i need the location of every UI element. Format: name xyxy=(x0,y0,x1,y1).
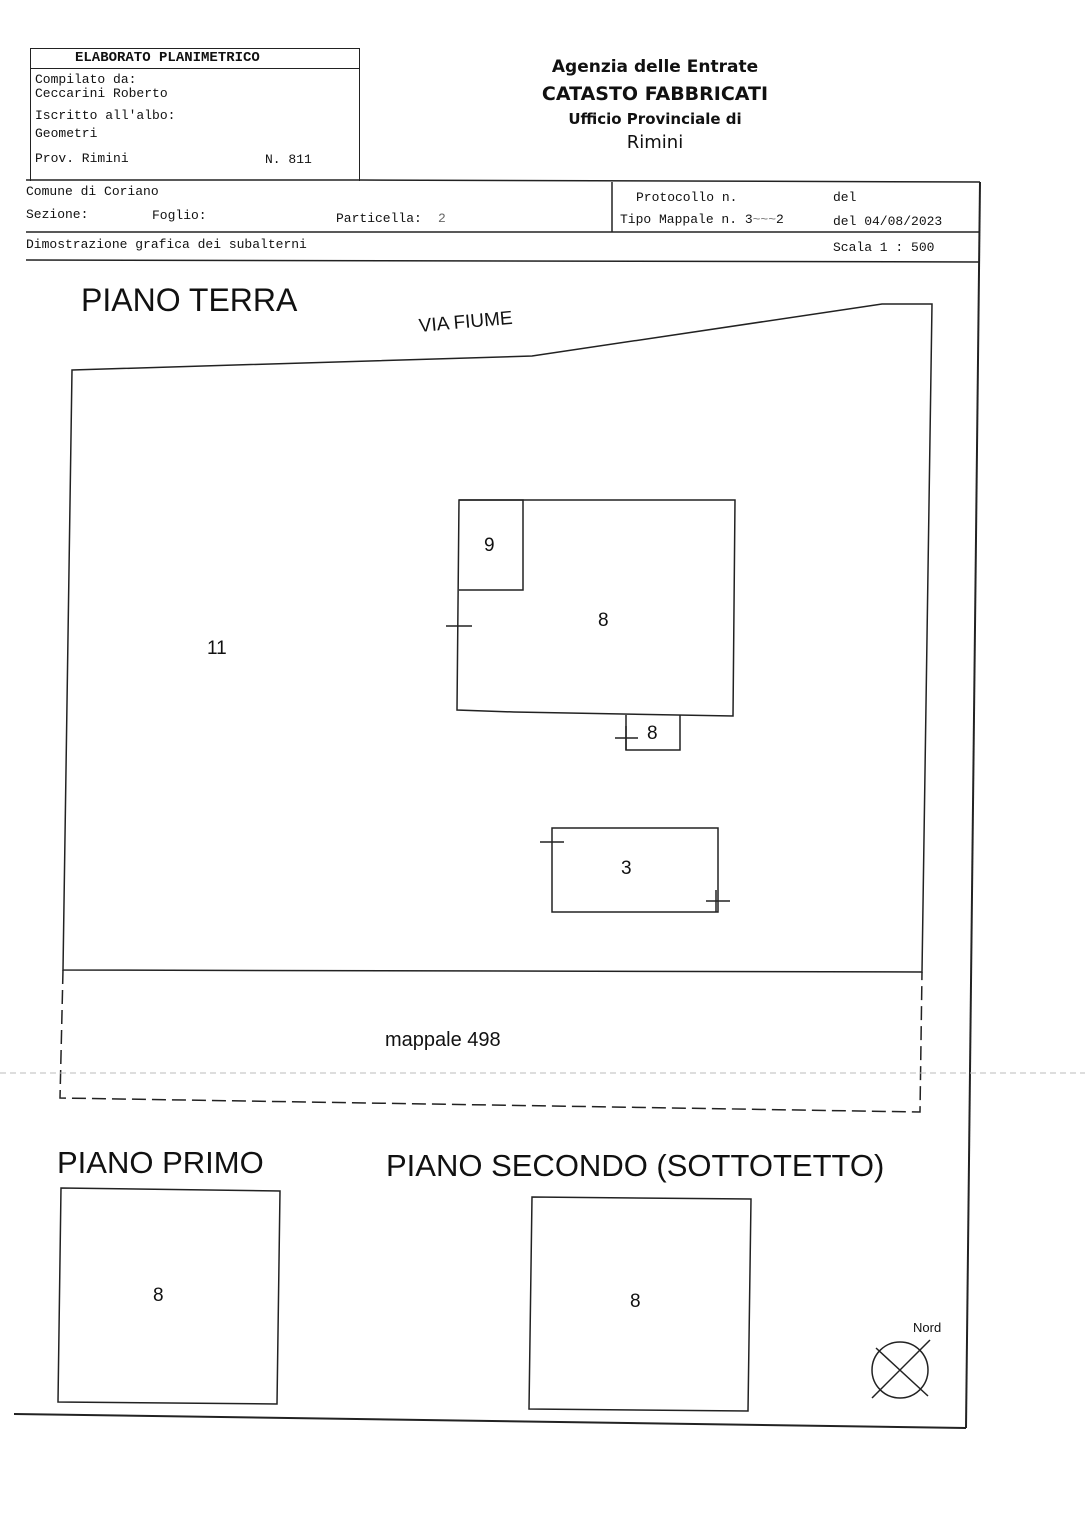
register-label: Iscritto all'albo: xyxy=(35,108,176,123)
scala-label: Scala 1 : 500 xyxy=(833,240,935,255)
street-label: VIA FIUME xyxy=(418,307,514,337)
ufficio-label: Ufficio Provinciale di xyxy=(568,110,742,128)
piano-primo-outline xyxy=(58,1188,280,1404)
unit-8-main-label: 8 xyxy=(598,610,609,631)
comune: Comune di Coriano xyxy=(26,184,159,199)
north-arrow-line-1 xyxy=(876,1348,928,1396)
piano-secondo-unit-label: 8 xyxy=(630,1291,641,1312)
frame-bottom xyxy=(14,1414,966,1428)
frame-right xyxy=(966,182,980,1428)
tipo-mappale-label: Tipo Mappale n. 3 xyxy=(620,212,753,227)
tipo-mappale-suffix: 2 xyxy=(776,212,784,227)
north-label: Nord xyxy=(913,1320,942,1335)
protocollo-label: Protocollo n. xyxy=(636,190,738,205)
tipo-mappale-blurred: ~~~ xyxy=(752,212,777,227)
mappale-label: mappale 498 xyxy=(385,1029,501,1051)
compiled-by-name: Ceccarini Roberto xyxy=(35,86,168,101)
sezione-label: Sezione: xyxy=(26,207,89,222)
particella-value: 2 xyxy=(438,211,446,226)
tipo-mappale-date: del 04/08/2023 xyxy=(833,214,943,229)
building-main xyxy=(457,500,735,716)
unit-8-annex-label: 8 xyxy=(647,723,658,744)
catasto-title: CATASTO FABBRICATI xyxy=(541,83,769,105)
lot-outline xyxy=(63,304,932,972)
dimostrazione-label: Dimostrazione grafica dei subalterni xyxy=(26,237,307,252)
piano-secondo-title: PIANO SECONDO (SOTTOTETTO) xyxy=(386,1148,885,1183)
header-box-base xyxy=(358,180,980,182)
unit-11-label: 11 xyxy=(207,638,227,659)
agency-name: Agenzia delle Entrate xyxy=(551,57,759,77)
unit-9-label: 9 xyxy=(484,535,495,556)
foglio-label: Foglio: xyxy=(152,208,207,223)
doc-type-title: ELABORATO PLANIMETRICO xyxy=(75,50,260,66)
protocollo-del: del xyxy=(833,190,857,205)
compiled-by-label: Compilato da: xyxy=(35,72,137,87)
piano-primo-unit-label: 8 xyxy=(153,1285,164,1306)
piano-primo-title: PIANO PRIMO xyxy=(57,1145,264,1180)
registration-number: N. 811 xyxy=(265,152,312,167)
piano-terra-title: PIANO TERRA xyxy=(81,282,298,318)
particella-label: Particella: xyxy=(336,211,422,226)
province: Prov. Rimini xyxy=(35,151,129,166)
unit-3-label: 3 xyxy=(621,858,632,879)
info-bottom-line xyxy=(26,260,980,262)
unit-3-outline xyxy=(552,828,718,912)
register-value: Geometri xyxy=(35,126,98,141)
ufficio-city: Rimini xyxy=(626,132,684,153)
